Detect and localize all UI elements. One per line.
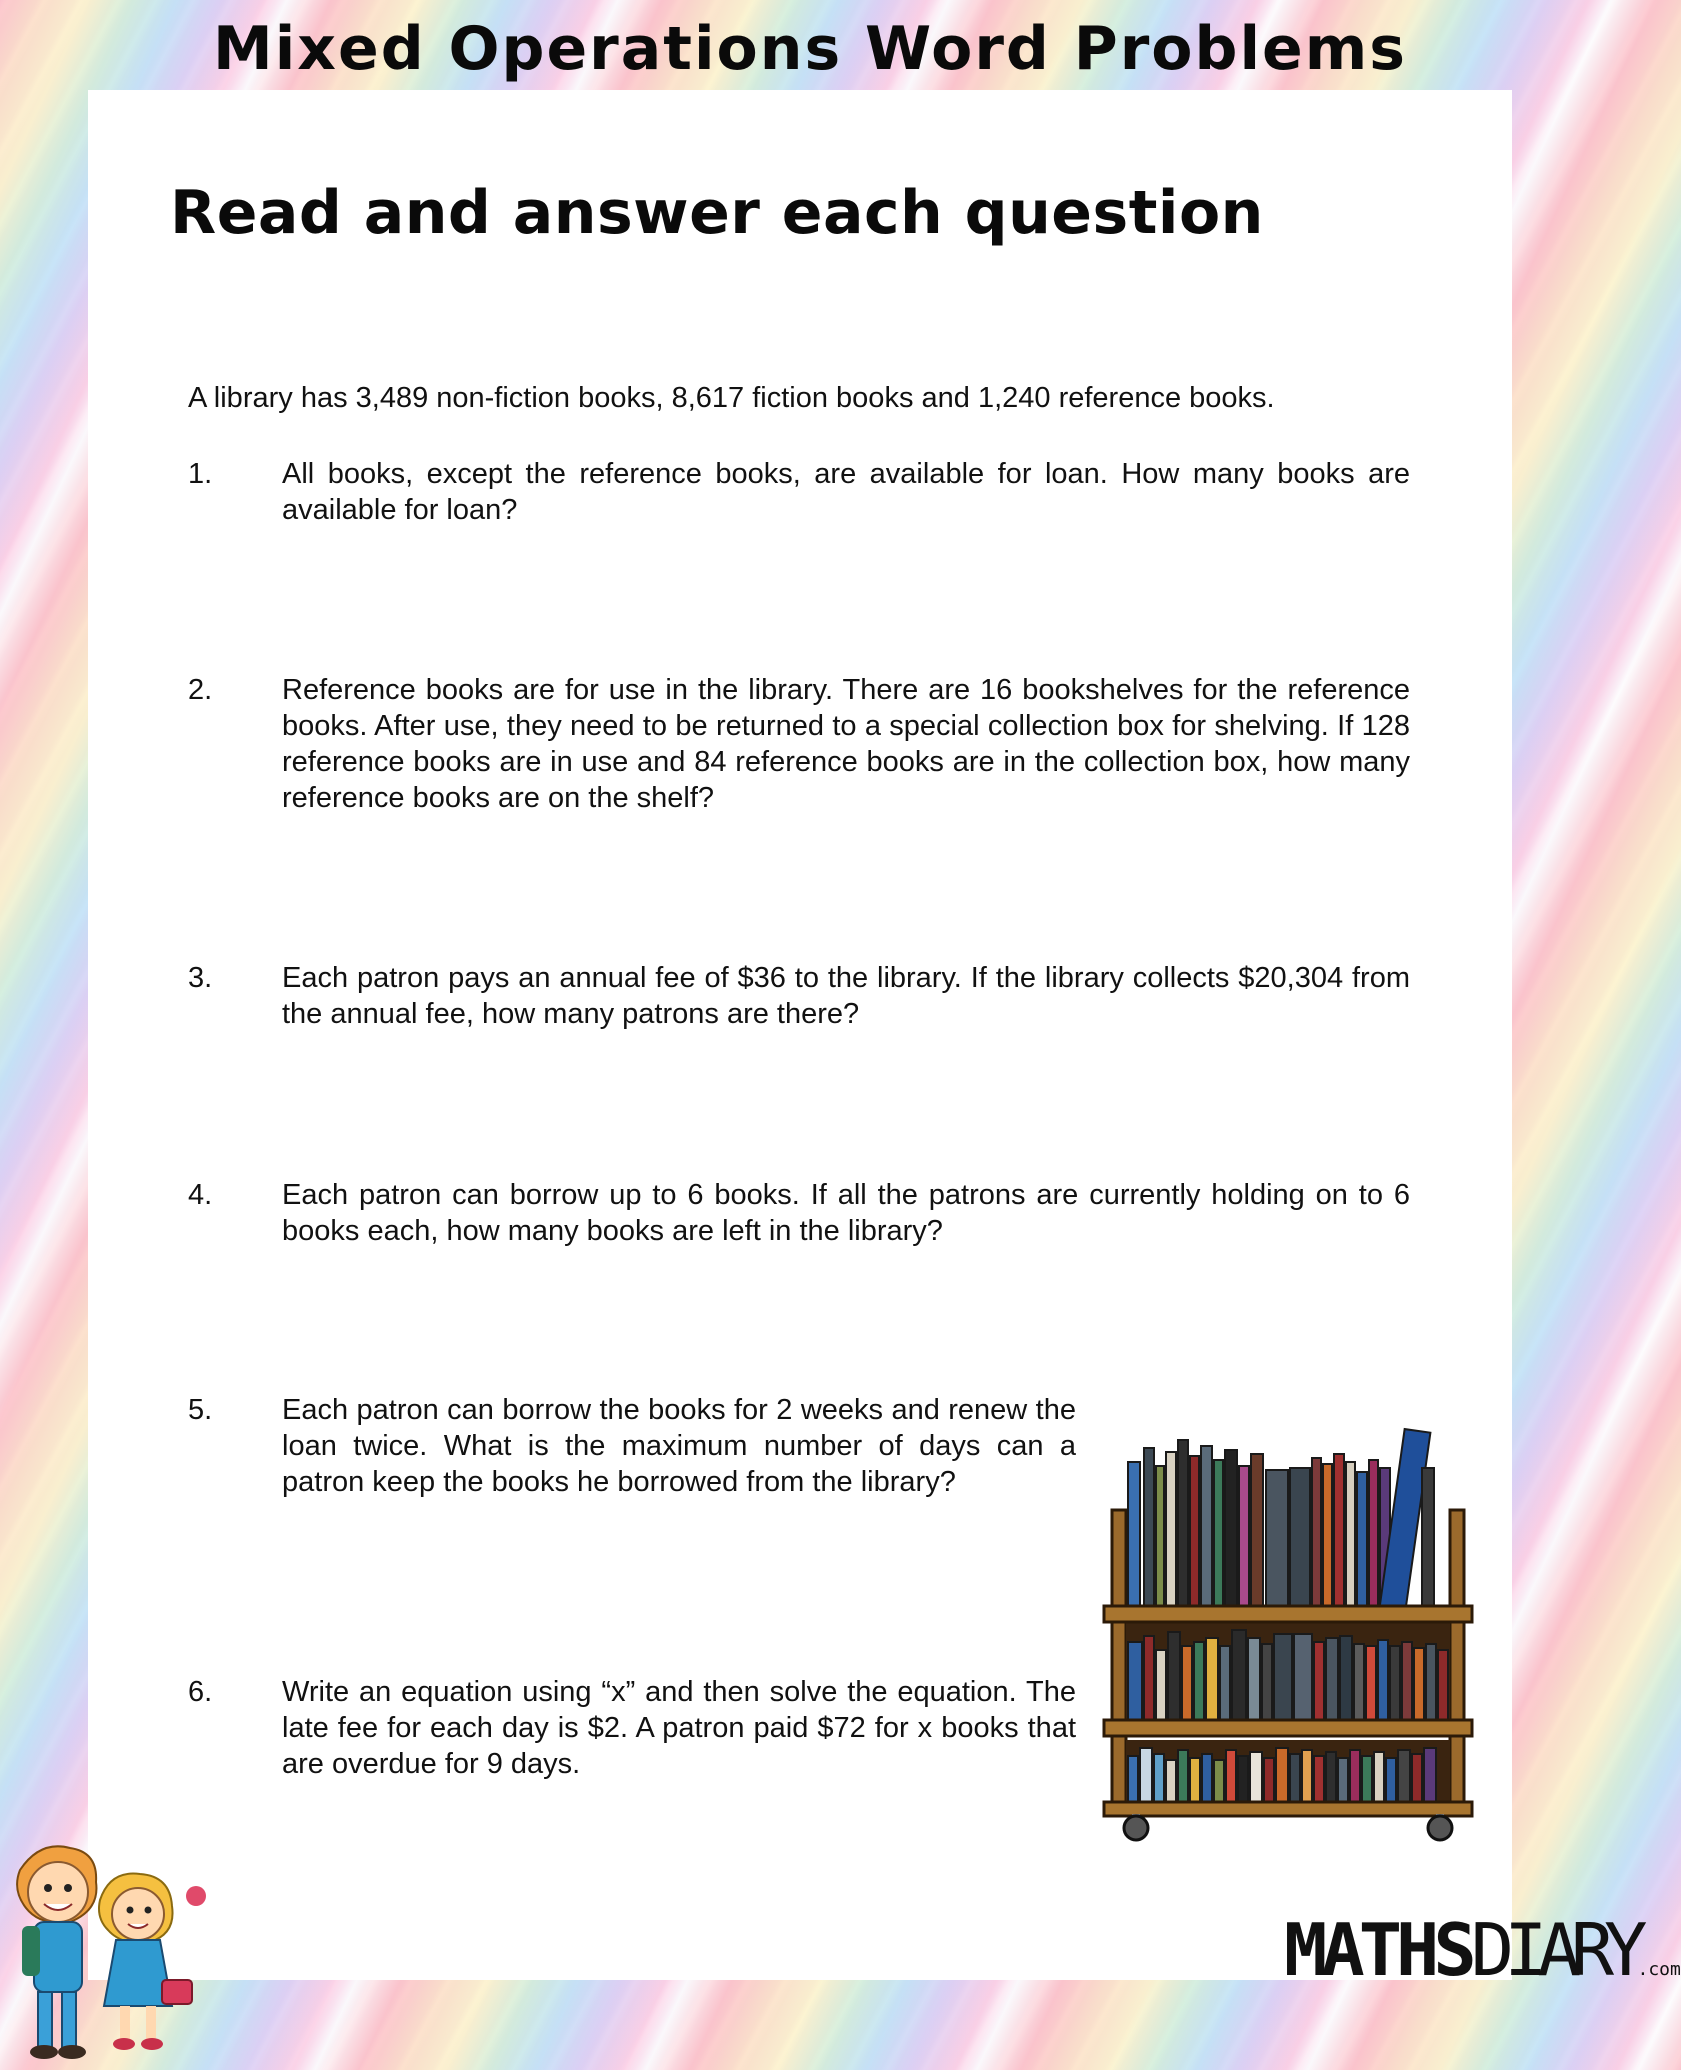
logo-com: .com [1637,1959,1681,1980]
question-number: 1. [188,458,213,490]
question-text: Each patron can borrow the books for 2 weeks and renew the loan twice. What is the maximum number of days can a patron keep the books he borrowed from the library? [282,1394,1076,1498]
intro-text: A library has 3,489 non-fiction books, 8,617 fiction books and 1,240 reference books. [188,382,1275,414]
question-number: 2. [188,674,213,706]
question-number: 5. [188,1394,213,1426]
question-text: Write an equation using “x” and then solve the equation. The late fee for each day is $2. A patron paid $72 for x books that are overdue for 9 days. [282,1676,1076,1780]
question-number: 6. [188,1676,213,1708]
question-number: 3. [188,962,213,994]
logo-diary: DIARY [1470,1908,1638,1992]
question-text: Each patron can borrow up to 6 books. If all the patrons are currently holding on to 6 books each, how many books are left in the library? [282,1179,1410,1247]
question-text: Each patron pays an annual fee of $36 to the library. If the library collects $20,304 from the annual fee, how many patrons are there? [282,962,1410,1030]
question-text: Reference books are for use in the library. There are 16 bookshelves for the reference books. After use, they need to be returned to a special collection box for shelving. If 128 reference books are in use and 84 reference books are in the collection box, how many reference books are on the shelf? [282,674,1410,814]
mathsdiary-logo [1284,1908,1681,1992]
logo-maths: MATHS [1284,1908,1471,1992]
worksheet-sheet [88,90,1512,1980]
page-title: Mixed Operations Word Problems [213,14,1407,84]
instruction-heading: Read and answer each question [170,178,1264,248]
question-text: All books, except the reference books, are available for loan. How many books are available for loan? [282,458,1410,526]
question-number: 4. [188,1179,213,1211]
bookcase-illustration [1098,1410,1478,1840]
children-illustration [0,1830,240,2070]
